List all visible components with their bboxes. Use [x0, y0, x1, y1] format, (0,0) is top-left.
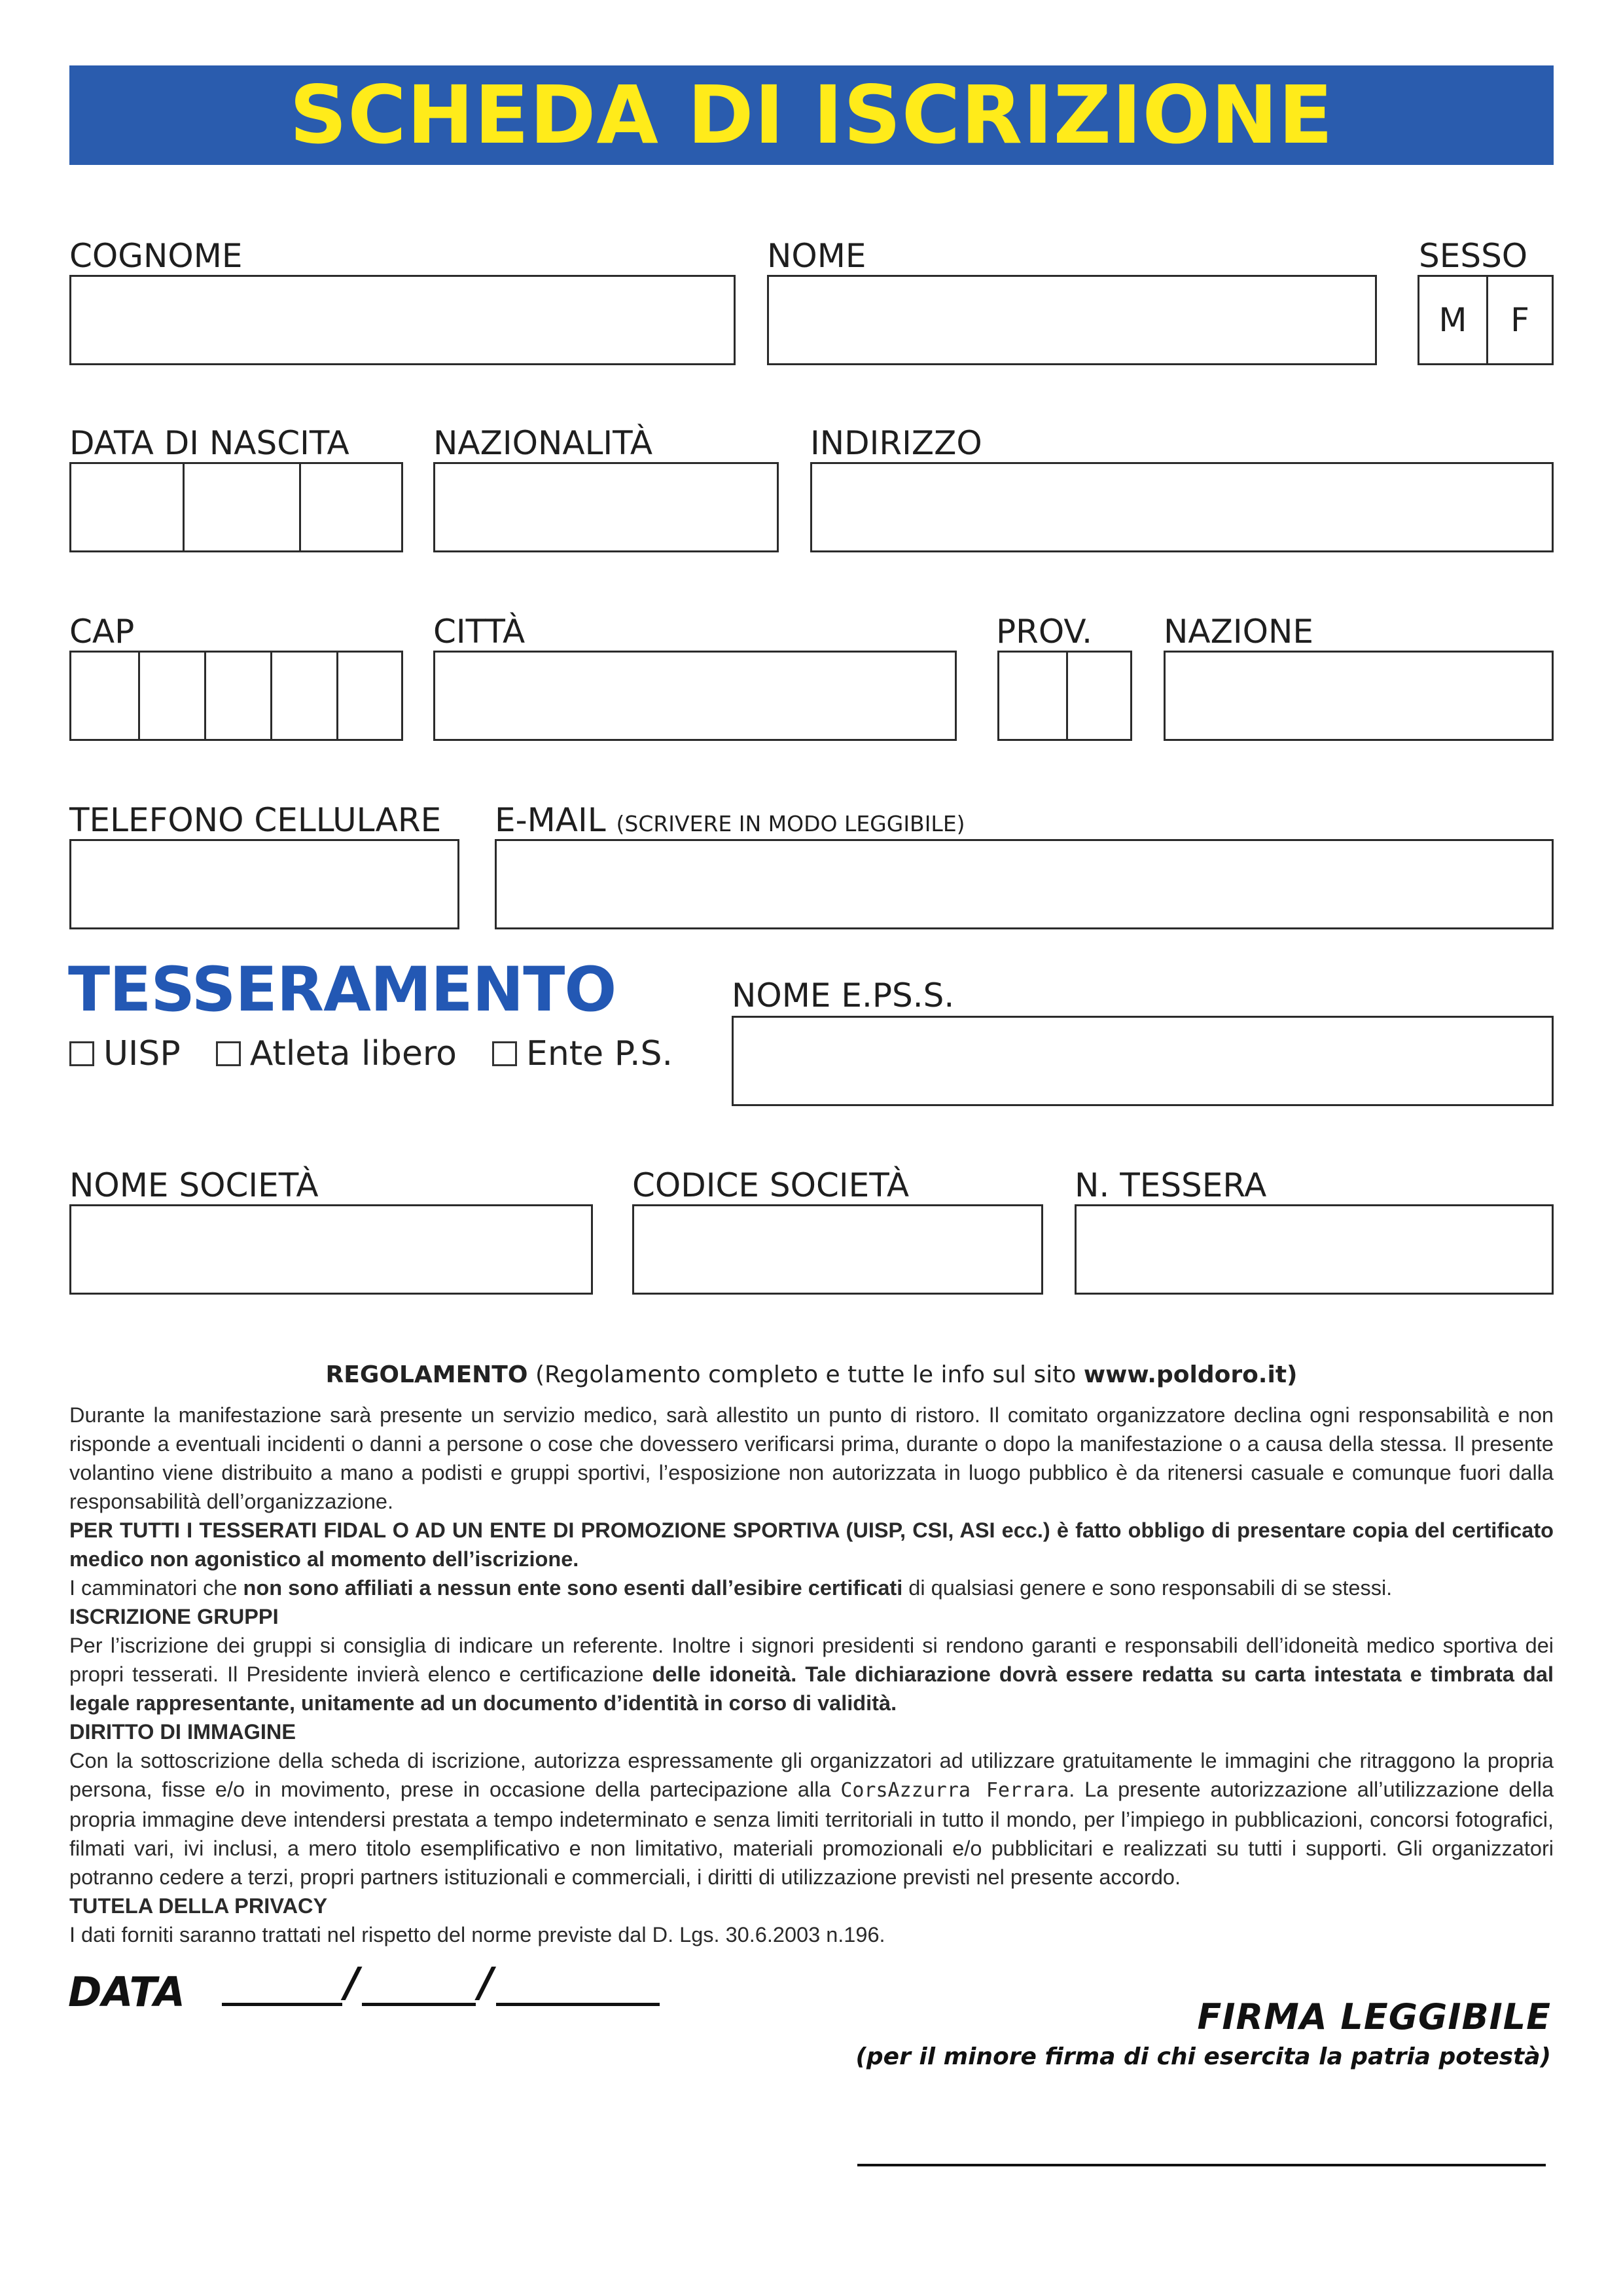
data-nascita-label: DATA DI NASCITA [69, 424, 349, 462]
camminatori-bold: non sono affiliati a nessun ente sono esenti dall’esibire certificati [243, 1576, 903, 1600]
gruppi-heading: ISCRIZIONE GRUPPI [69, 1605, 279, 1628]
prov-label: PROV. [996, 613, 1093, 651]
cap-digit-cell[interactable] [138, 653, 204, 739]
page-title: SCHEDA DI ISCRIZIONE [289, 69, 1334, 162]
data-slots [222, 1958, 660, 2006]
nazionalita-label: NAZIONALITÀ [433, 424, 653, 462]
immagine-paragraph [69, 1746, 1554, 1892]
regolamento-note: (Regolamento completo e tutte le info sul sito [535, 1361, 1077, 1388]
data-mese-line[interactable] [362, 1964, 476, 2006]
email-field[interactable] [495, 839, 1554, 929]
cap-digit-cell[interactable] [71, 653, 138, 739]
firma-label: FIRMA LEGGIBILE [1197, 1996, 1551, 2037]
event-name: CorsAzzurra Ferrara [840, 1779, 1069, 1802]
data-label: DATA [68, 1968, 185, 2016]
gruppi-bold: delle idoneità. Tale dichiarazione dovrà essere redatta su carta intestata e timbrata dal legale rappresentante, unitamente ad un documento d’identità in corso di validità. [69, 1662, 1554, 1715]
tesseramento-options [69, 1034, 673, 1073]
data-anno-line[interactable] [496, 1964, 660, 2006]
regolamento-site-link[interactable]: www.poldoro.it) [1083, 1361, 1298, 1388]
telefono-field[interactable] [69, 839, 459, 929]
option-uisp[interactable] [69, 1034, 181, 1073]
camminatori-text-end: di qualsiasi genere e sono responsabili di se stessi. [908, 1576, 1393, 1600]
nome-field[interactable] [767, 275, 1377, 365]
data-line [68, 1958, 660, 2016]
data-nascita-anno-cell[interactable] [299, 464, 401, 550]
signature-line[interactable] [857, 2164, 1546, 2166]
email-label [495, 801, 965, 839]
data-nascita-field [69, 462, 403, 552]
sesso-field [1418, 275, 1554, 365]
option-atleta-libero-label: Atleta libero [249, 1034, 457, 1073]
email-label-text: E-MAIL [495, 801, 606, 839]
data-slash: / [478, 1958, 493, 2006]
regolamento-title: REGOLAMENTO [325, 1361, 528, 1388]
email-note: (SCRIVERE IN MODO LEGGIBILE) [616, 811, 965, 836]
n-tessera-label: N. TESSERA [1075, 1166, 1267, 1204]
nome-epss-label: NOME E.PS.S. [732, 977, 955, 1014]
prov-char-cell[interactable] [999, 653, 1066, 739]
n-tessera-field[interactable] [1075, 1204, 1554, 1295]
nazione-label: NAZIONE [1164, 613, 1313, 651]
prov-field [997, 651, 1132, 741]
regolamento-certificato: PER TUTTI I TESSERATI FIDAL O AD UN ENTE DI PROMOZIONE SPORTIVA (UISP, CSI, ASI ecc.) è fatto obbligo di presentare copia del certificato medico non agonistico al momento dell’iscrizione. [69, 1518, 1554, 1571]
sesso-m-label: M [1438, 301, 1467, 339]
cap-label: CAP [69, 613, 135, 651]
regolamento-body [69, 1401, 1554, 1949]
nome-label: NOME [767, 237, 866, 275]
option-uisp-label: UISP [103, 1034, 181, 1073]
prov-char-cell[interactable] [1066, 653, 1130, 739]
cognome-field[interactable] [69, 275, 736, 365]
nazionalita-field[interactable] [433, 462, 779, 552]
citta-label: CITTÀ [433, 613, 526, 651]
data-slash: / [344, 1958, 360, 2006]
cognome-label: COGNOME [69, 237, 243, 275]
telefono-label: TELEFONO CELLULARE [69, 801, 442, 839]
citta-field[interactable] [433, 651, 957, 741]
indirizzo-label: INDIRIZZO [810, 424, 982, 462]
cap-digit-cell[interactable] [336, 653, 401, 739]
nome-epss-field[interactable] [732, 1016, 1554, 1106]
nome-societa-field[interactable] [69, 1204, 593, 1295]
camminatori-text: I camminatori che [69, 1576, 238, 1600]
firma-note: (per il minore firma di chi esercita la patria potestà) [855, 2043, 1551, 2070]
immagine-heading: DIRITTO DI IMMAGINE [69, 1720, 296, 1744]
immagine-text: Con la sottoscrizione della scheda di iscrizione, autorizza espressamente gli organizzatori ad utilizzare gratuitamente le immagini che ritraggono la propria persona, fisse e/o in movimento, prese in occasione della partecipazione alla [69, 1749, 1554, 1801]
checkbox-atleta-libero[interactable] [216, 1041, 241, 1066]
tesseramento-title: TESSERAMENTO [68, 954, 616, 1026]
regolamento-camminatori [69, 1573, 1554, 1602]
checkbox-uisp[interactable] [69, 1041, 94, 1066]
sesso-label: SESSO [1419, 237, 1528, 275]
option-ente-ps-label: Ente P.S. [526, 1034, 673, 1073]
codice-societa-label: CODICE SOCIETÀ [632, 1166, 910, 1204]
cap-field [69, 651, 403, 741]
sesso-f-label: F [1510, 301, 1529, 339]
data-giorno-line[interactable] [222, 1964, 342, 2006]
indirizzo-field[interactable] [810, 462, 1554, 552]
nome-societa-label: NOME SOCIETÀ [69, 1166, 319, 1204]
option-ente-ps[interactable] [492, 1034, 673, 1073]
nazione-field[interactable] [1164, 651, 1554, 741]
gruppi-text: Per l’iscrizione dei gruppi si consiglia di indicare un referente. Inoltre i signori presidenti si rendono garanti e responsabili dell’idoneità medico sportiva dei propri tesserati. Il Presidente invierà elenco e certificazione [69, 1634, 1554, 1686]
header-banner [69, 65, 1554, 165]
data-nascita-giorno-cell[interactable] [71, 464, 183, 550]
codice-societa-field[interactable] [632, 1204, 1043, 1295]
privacy-heading: TUTELA DELLA PRIVACY [69, 1894, 328, 1918]
privacy-paragraph: I dati forniti saranno trattati nel rispetto del norme previste dal D. Lgs. 30.6.2003 n.196. [69, 1923, 885, 1946]
cap-digit-cell[interactable] [270, 653, 336, 739]
regolamento-paragraph: Durante la manifestazione sarà presente un servizio medico, sarà allestito un punto di ristoro. Il comitato organizzatore declina ogni responsabilità e non risponde a eventuali incidenti o danni a persone o cose che dovessero verificarsi prima, durante o dopo la manifestazione o a causa della stessa. Il presente volantino viene distribuito a mano a podisti e gruppi sportivi, l’esposizione non autorizzata in luogo pubblico è da ritenersi casuale e comunque fuori dalla responsabilità dell’organizzazione. [69, 1403, 1554, 1513]
regolamento-heading [0, 1361, 1623, 1388]
data-nascita-mese-cell[interactable] [183, 464, 299, 550]
sesso-m-cell[interactable] [1419, 277, 1486, 363]
checkbox-ente-ps[interactable] [492, 1041, 517, 1066]
cap-digit-cell[interactable] [204, 653, 270, 739]
option-atleta-libero[interactable] [216, 1034, 457, 1073]
immagine-text-end: . La presente autorizzazione all’utilizzazione della propria immagine deve intendersi prestata a tempo indeterminato e senza limiti territoriali in tutto il mondo, per l’impiego in pubblicazioni, concorsi fotografici, filmati vari, ivi inclusi, a mero titolo esemplificativo e non limitativo, materiali promozionali e/o pubblicitari e realizzati su tutti i supporti. Gli organizzatori potranno cedere a terzi, propri partners istituzionali e commerciali, i diritti di utilizzazione previsti nel presente accordo. [69, 1778, 1554, 1889]
sesso-f-cell[interactable] [1486, 277, 1552, 363]
gruppi-paragraph [69, 1631, 1554, 1717]
